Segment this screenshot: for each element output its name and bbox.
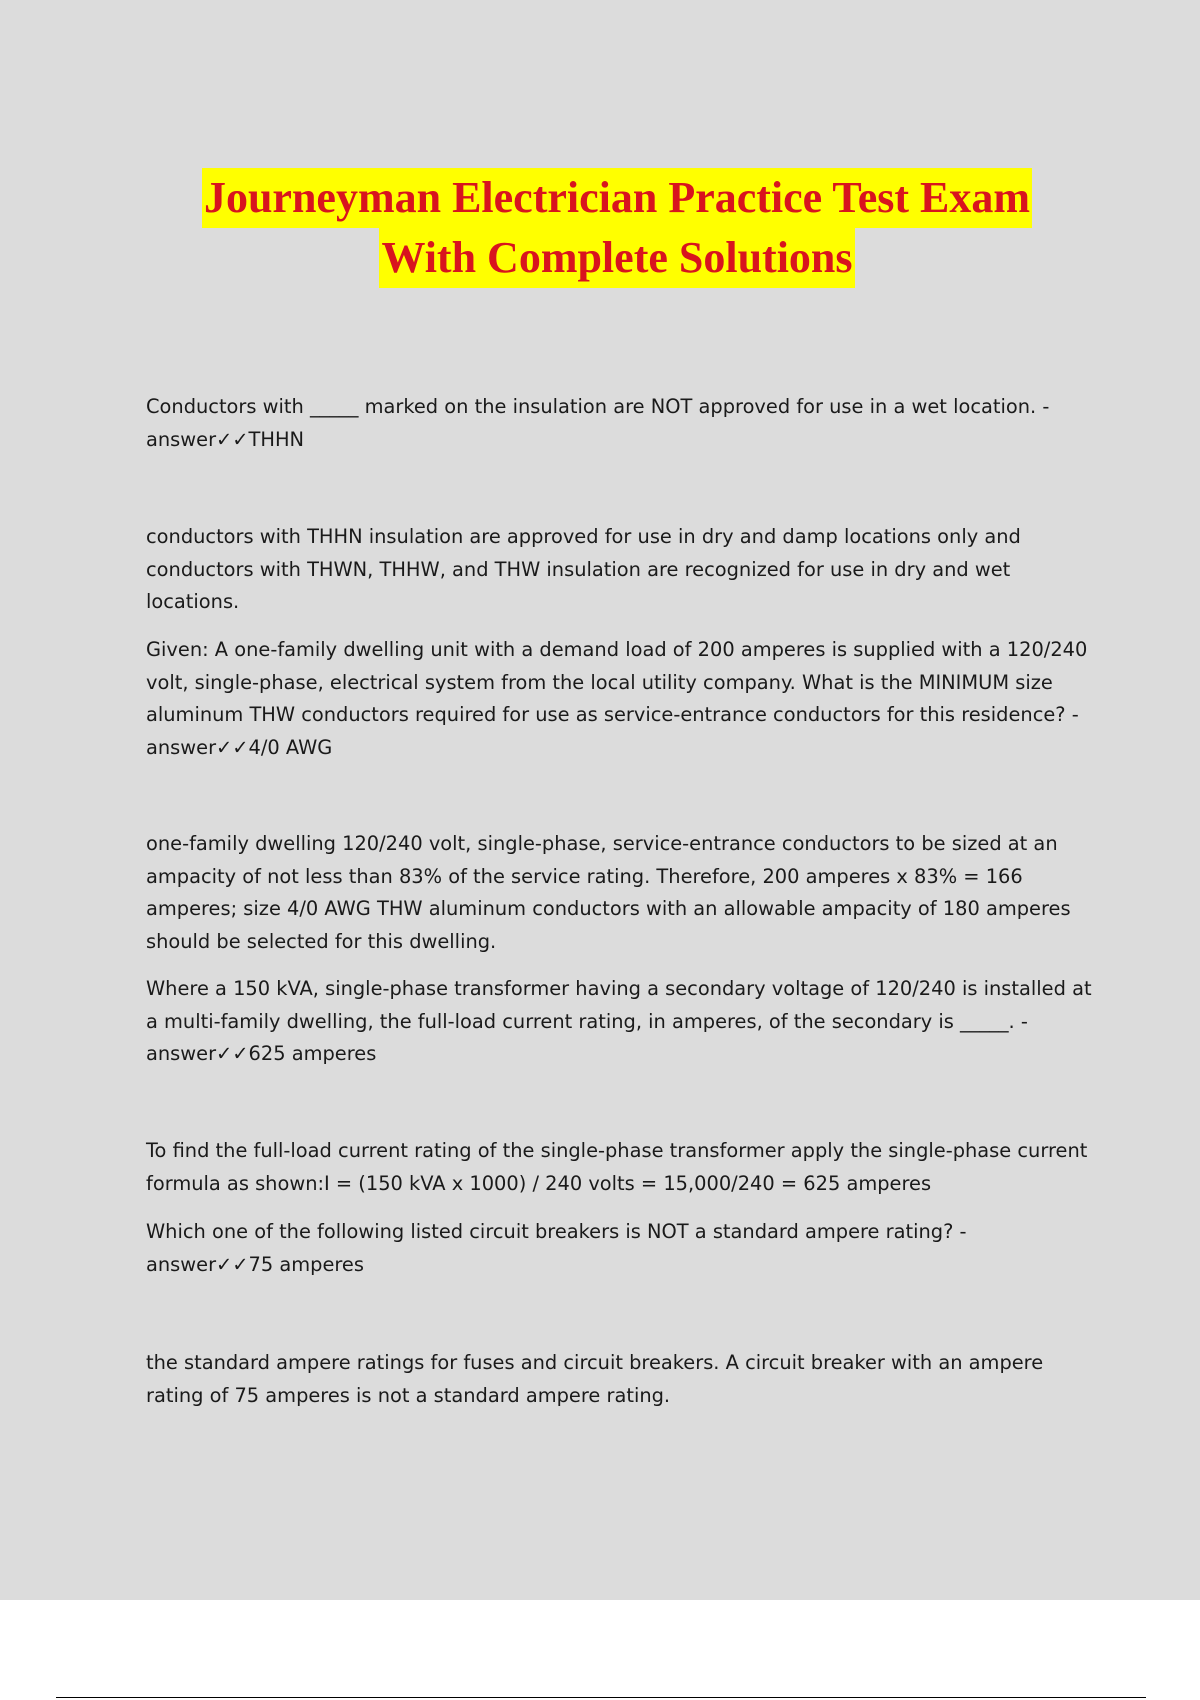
paragraph-question-4: Which one of the following listed circuit breakers is NOT a standard ampere rating? - answer✓✓75 amperes: [146, 1220, 967, 1276]
title-block: [0, 168, 1200, 288]
paragraph-question-1: Conductors with _____ marked on the insulation are NOT approved for use in a wet location. - answer✓✓THHN: [146, 395, 1050, 451]
document-title-line-2: With Complete Solutions: [379, 228, 854, 288]
paragraph-explanation-3: To find the full-load current rating of the single-phase transformer apply the single-phase current formula as shown:I = (150 kVA x 1000) / 240 volts = 15,000/240 = 625 amperes: [146, 1139, 1088, 1195]
document-title-line-1: Journeyman Electrician Practice Test Exam: [202, 168, 1032, 228]
paragraph-explanation-2: one-family dwelling 120/240 volt, single-phase, service-entrance conductors to be sized at an ampacity of not less than 83% of the service rating. Therefore, 200 amperes x 83% = 166 amperes; size 4/0 AWG THW aluminum conductors with an allowable ampacity of 180 amperes should be selected for this dwelling.: [146, 832, 1071, 953]
paragraph-question-2: Given: A one-family dwelling unit with a demand load of 200 amperes is supplied with a 120/240 volt, single-phase, electrical system from the local utility company. What is the MINIMUM size aluminum THW conductors required for use as service-entrance conductors for this residence? - answer✓✓4/0 AWG: [146, 638, 1088, 759]
paragraph-explanation-4: the standard ampere ratings for fuses and circuit breakers. A circuit breaker with an ampere rating of 75 amperes is not a standard ampere rating.: [146, 1351, 1044, 1407]
paragraph-explanation-1: conductors with THHN insulation are approved for use in dry and damp locations only and conductors with THWN, THHW, and THW insulation are recognized for use in dry and wet locations.: [146, 525, 1021, 613]
paragraph-question-3: Where a 150 kVA, single-phase transformer having a secondary voltage of 120/240 is installed at a multi-family dwelling, the full-load current rating, in amperes, of the secondary is _____. - answer✓✓625 amperes: [146, 977, 1092, 1065]
footer-divider: [56, 1697, 1146, 1698]
